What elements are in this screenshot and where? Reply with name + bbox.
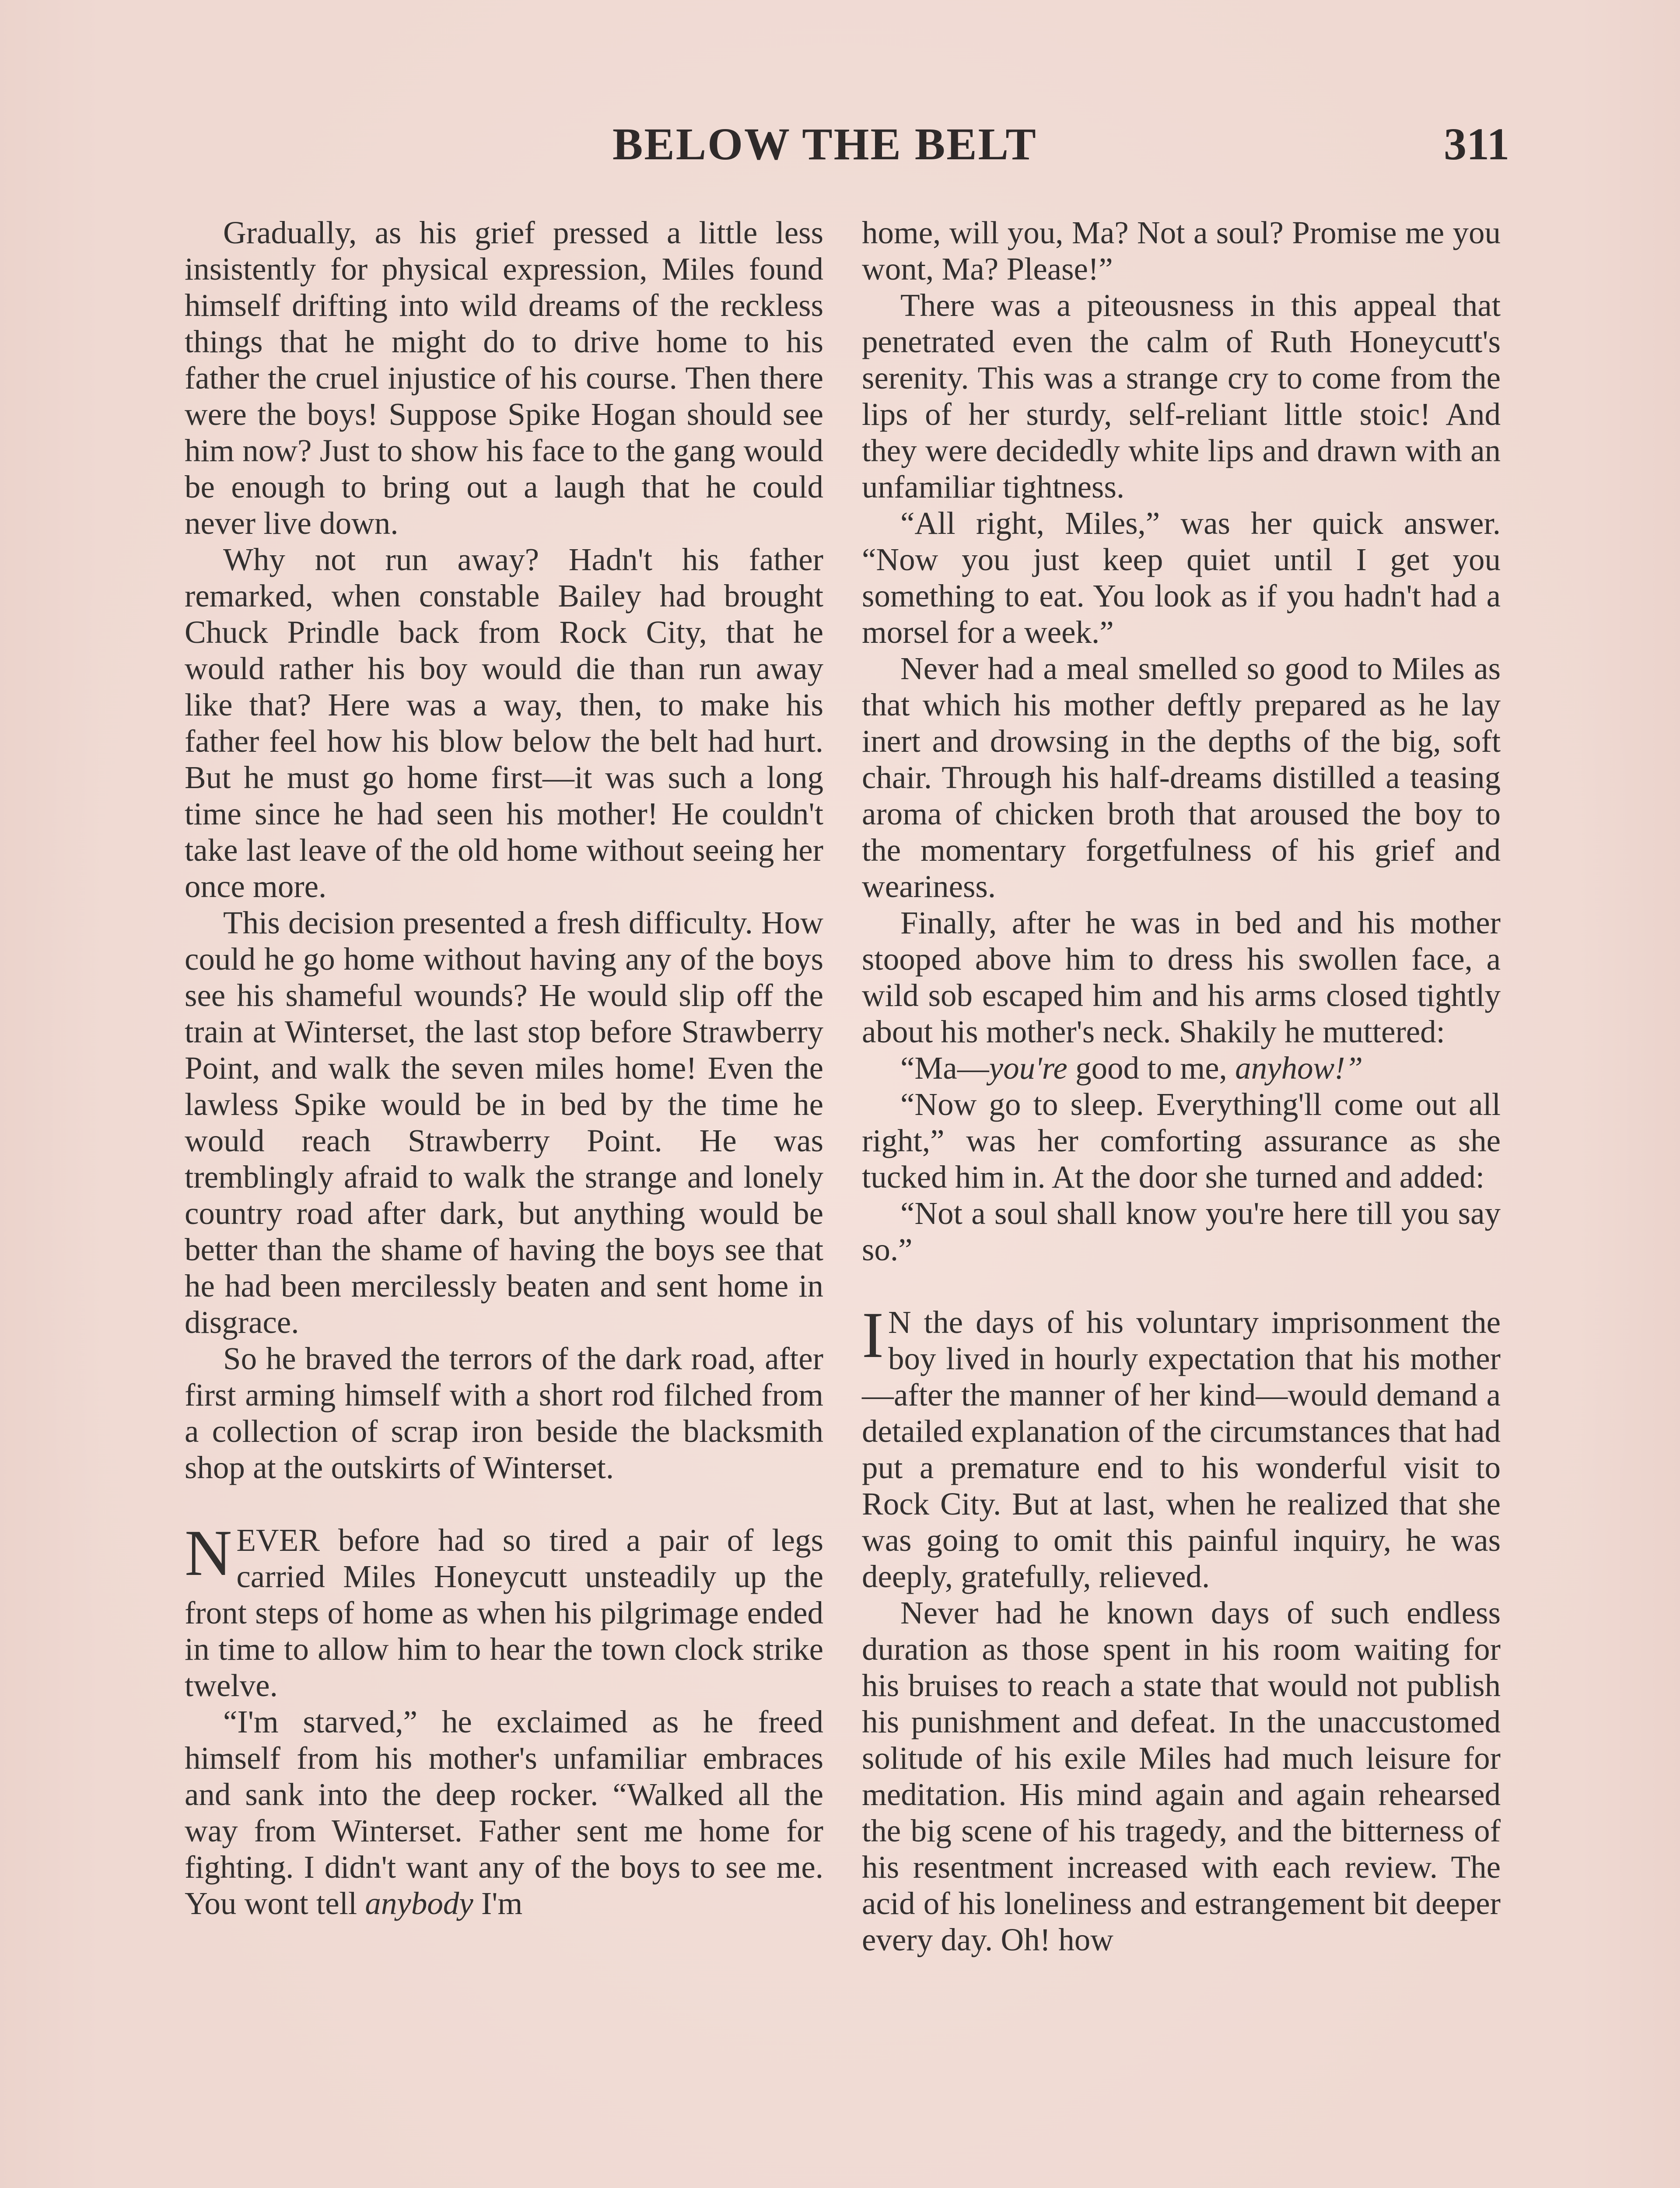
paragraph: “Not a soul shall know you're here till you say so.”: [862, 1196, 1501, 1267]
paragraph: This decision presented a fresh difficulty. How could he go home without having any of the boys see his shameful wounds? He would slip off the train at Winterset, the last stop before Strawberry Point, and walk the seven miles home! Even the lawless Spike would be in bed by the time he would reach Strawberry Point. He was tremblingly afraid to walk the strange and lonely country road after dark, but anything would be better than the shame of having the boys see that he had been mercilessly beaten and sent home in disgrace.: [185, 905, 823, 1340]
paragraph: Never had he known days of such endless duration as those spent in his room waiting for his bruises to reach a state that would not publish his punishment and defeat. In the unaccustomed solitude of his exile Miles had much leisure for meditation. His mind again and again rehearsed the big scene of his tragedy, and the bitterness of his resentment increased with each review. The acid of his loneliness and estrangement bit deeper every day. Oh! how: [862, 1595, 1501, 1957]
paragraph: There was a piteousness in this appeal that penetrated even the calm of Ruth Honeycutt's serenity. This was a strange cry to come from the lips of her sturdy, self-reliant little stoic! And they were decidedly white lips and drawn with an unfamiliar tightness.: [862, 288, 1501, 505]
drop-cap: N: [185, 1517, 232, 1589]
paragraph: So he braved the terrors of the dark road, after first arming himself with a short rod filched from a collection of scrap iron beside the blacksmith shop at the outskirts of Winterset.: [185, 1341, 823, 1485]
paragraph: “Now go to sleep. Everything'll come out all right,” was her comforting assurance as she tucked him in. At the door she turned and added:: [862, 1087, 1501, 1195]
left-column: [185, 214, 823, 1922]
paragraph: “All right, Miles,” was her quick answer. “Now you just keep quiet until I get you something to eat. You look as if you hadn't had a morsel for a week.”: [862, 505, 1501, 650]
paragraph: [862, 1050, 1501, 1086]
page-number: 311: [1444, 119, 1510, 169]
paragraph: Never had a meal smelled so good to Miles as that which his mother deftly prepared as he lay inert and drowsing in the depths of the big, soft chair. Through his half-dreams distilled a teasing aroma of chicken broth that aroused the boy to the momentary forgetfulness of his grief and weariness.: [862, 651, 1501, 904]
paragraph-text: N the days of his voluntary imprisonment the boy lived in hourly expectation that his mother—after the manner of her kind—would demand a detailed explanation of the circumstances that had put a premature end to his wonderful visit to Rock City. But at last, when he realized that she was going to omit this painful inquiry, he was deeply, gratefully, relieved.: [862, 1304, 1501, 1594]
paragraph-text: “I'm starved,” he exclaimed as he freed himself from his mother's unfamiliar embraces and sank into the deep rocker. “Walked all the way from Winterset. Father sent me home for fighting. I didn't want any of the boys to see me. You wont tell: [185, 1704, 823, 1921]
paragraph-text: EVER before had so tired a pair of legs carried Miles Honeycutt unsteadily up the front steps of home as when his pilgrimage ended in time to allow him to hear the town clock strike twelve.: [185, 1522, 823, 1703]
running-title: BELOW THE BELT: [612, 119, 1037, 169]
paragraph-with-dropcap: [185, 1517, 823, 1704]
page-header: [0, 118, 1680, 175]
paragraph-with-dropcap: [862, 1299, 1501, 1595]
emphasis: anyhow!”: [1235, 1050, 1363, 1086]
paragraph-continued: home, will you, Ma? Not a soul? Promise me you wont, Ma? Please!”: [862, 215, 1501, 287]
paragraph: Why not run away? Hadn't his father remarked, when constable Bailey had brought Chuck Prindle back from Rock City, that he would rather his boy would die than run away like that? Here was a way, then, to make his father feel how his blow below the belt had hurt. But he must go home first—it was such a long time since he had seen his mother! He couldn't take last leave of the old home without seeing her once more.: [185, 542, 823, 904]
paragraph-text: “Ma—: [900, 1050, 989, 1086]
paragraph-text: good to me,: [1067, 1050, 1236, 1086]
section-break: [862, 1268, 1501, 1304]
paragraph: [185, 1704, 823, 1922]
right-column: [862, 214, 1501, 1958]
emphasis: anybody: [365, 1886, 473, 1921]
paragraph-text: I'm: [473, 1886, 523, 1921]
emphasis: you're: [989, 1050, 1068, 1086]
drop-cap: I: [862, 1299, 884, 1371]
paragraph: Finally, after he was in bed and his mother stooped above him to dress his swollen face, a wild sob escaped him and his arms closed tightly about his mother's neck. Shakily he muttered:: [862, 905, 1501, 1049]
section-break: [185, 1486, 823, 1522]
paragraph: Gradually, as his grief pressed a little less insistently for physical expression, Miles found himself drifting into wild dreams of the reckless things that he might do to drive home to his father the cruel injustice of his course. Then there were the boys! Suppose Spike Hogan should see him now? Just to show his face to the gang would be enough to bring out a laugh that he could never live down.: [185, 215, 823, 541]
